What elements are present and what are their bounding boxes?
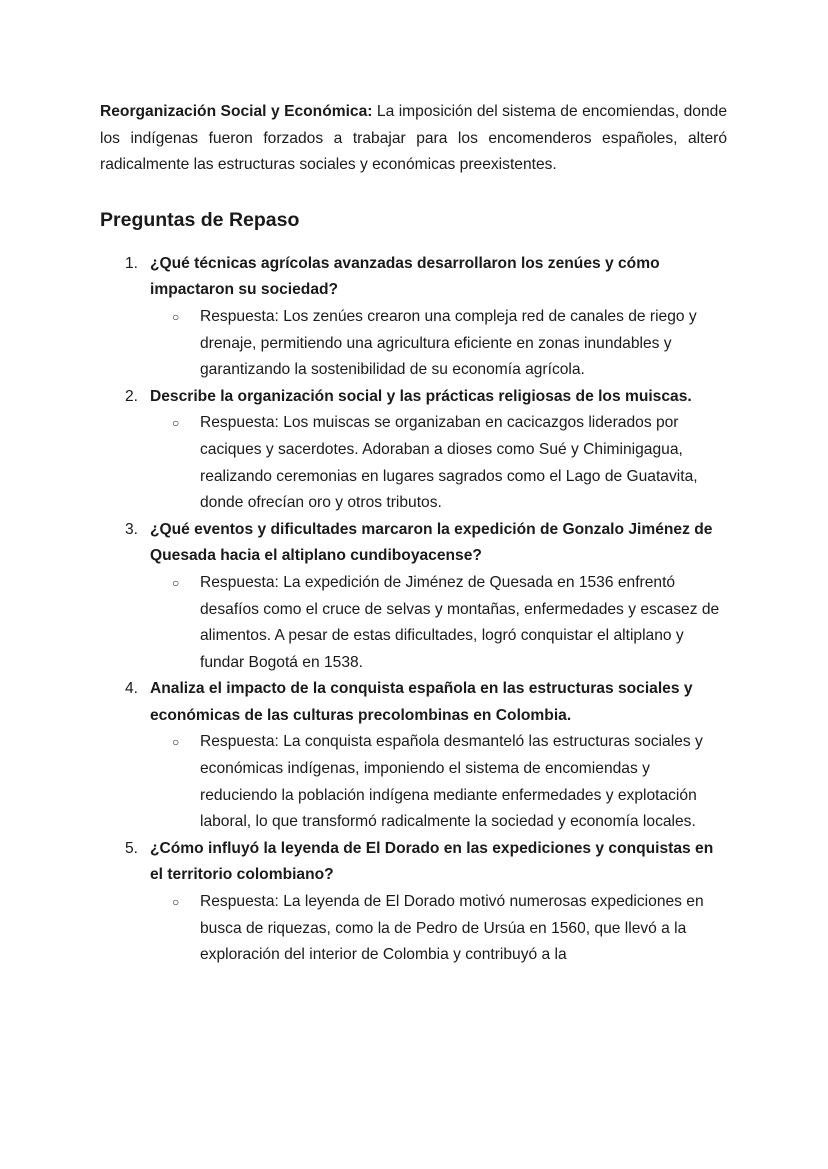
answer-item [150,729,727,835]
question-number: 2. [125,387,139,405]
question-list [100,251,727,969]
question-number: 4. [125,680,139,698]
question-text: Analiza el impacto de la conquista española en las estructuras sociales y económicas de las culturas precolombinas en Colombia. [150,680,693,724]
question-number: 1. [125,254,139,272]
circle-bullet-icon: ○ [172,309,180,324]
circle-bullet-icon: ○ [172,575,180,590]
answer-text: Respuesta: Los muiscas se organizaban en cacicazgos liderados por caciques y sacerdotes. Adoraban a dioses como Sué y Chiminigagua, realizando ceremonias en lugares sagrados como el Lago de Guatavita, donde ofrecían oro y otros tributos. [200,414,698,512]
answer-text: Respuesta: La leyenda de El Dorado motivó numerosas expediciones en busca de riquezas, como la de Pedro de Ursúa en 1560, que llevó a la exploración del interior de Colombia y contribuyó a la [200,893,704,964]
answer-list [150,570,727,676]
answer-list [150,304,727,384]
answer-list [150,729,727,835]
answer-list [150,410,727,516]
answer-item [150,570,727,676]
question-text: ¿Qué eventos y dificultades marcaron la expedición de Gonzalo Jiménez de Quesada hacia el altiplano cundiboyacense? [150,520,713,565]
circle-bullet-icon: ○ [172,895,180,910]
intro-lead: Reorganización Social y Económica: [100,103,373,120]
question-number: 3. [125,520,139,538]
question-item-3 [100,517,727,677]
answer-text: Respuesta: Los zenúes crearon una compleja red de canales de riego y drenaje, permitiendo una agricultura eficiente en zonas inundables y garantizando la sostenibilidad de su economía agrícola. [200,307,697,379]
answer-item [150,410,727,516]
intro-paragraph [100,99,727,179]
circle-bullet-icon: ○ [172,735,180,750]
question-text: ¿Qué técnicas agrícolas avanzadas desarrollaron los zenúes y cómo impactaron su sociedad? [150,254,660,299]
question-number: 5. [125,839,139,857]
question-item-2 [100,384,727,517]
circle-bullet-icon: ○ [172,416,180,431]
question-item-4 [100,676,727,836]
answer-text: Respuesta: La conquista española desmanteló las estructuras sociales y económicas indígenas, imponiendo el sistema de encomiendas y reduciendo la población indígena mediante enfermedades y explotación laboral, lo que transformó radicalmente la sociedad y economía locales. [200,733,703,831]
question-text: ¿Cómo influyó la leyenda de El Dorado en las expediciones y conquistas en el territorio colombiano? [150,839,714,884]
answer-text: Respuesta: La expedición de Jiménez de Quesada en 1536 enfrentó desafíos como el cruce de selvas y montañas, enfermedades y escasez de alimentos. A pesar de estas dificultades, logró conquistar el altiplano y fundar Bogotá en 1538. [200,573,720,671]
answer-list [150,889,727,969]
section-heading: Preguntas de Repaso [100,208,300,231]
answer-item [150,304,727,384]
intro-text: La imposición del sistema de encomiendas, donde los indígenas fueron forzados a trabajar para los encomenderos españoles, alteró radicalmente las estructuras sociales y económicas preexistentes. [100,103,727,174]
answer-item [150,889,727,969]
question-item-5 [100,836,727,969]
question-item-1 [100,251,727,384]
question-text: Describe la organización social y las prácticas religiosas de los muiscas. [150,387,692,405]
